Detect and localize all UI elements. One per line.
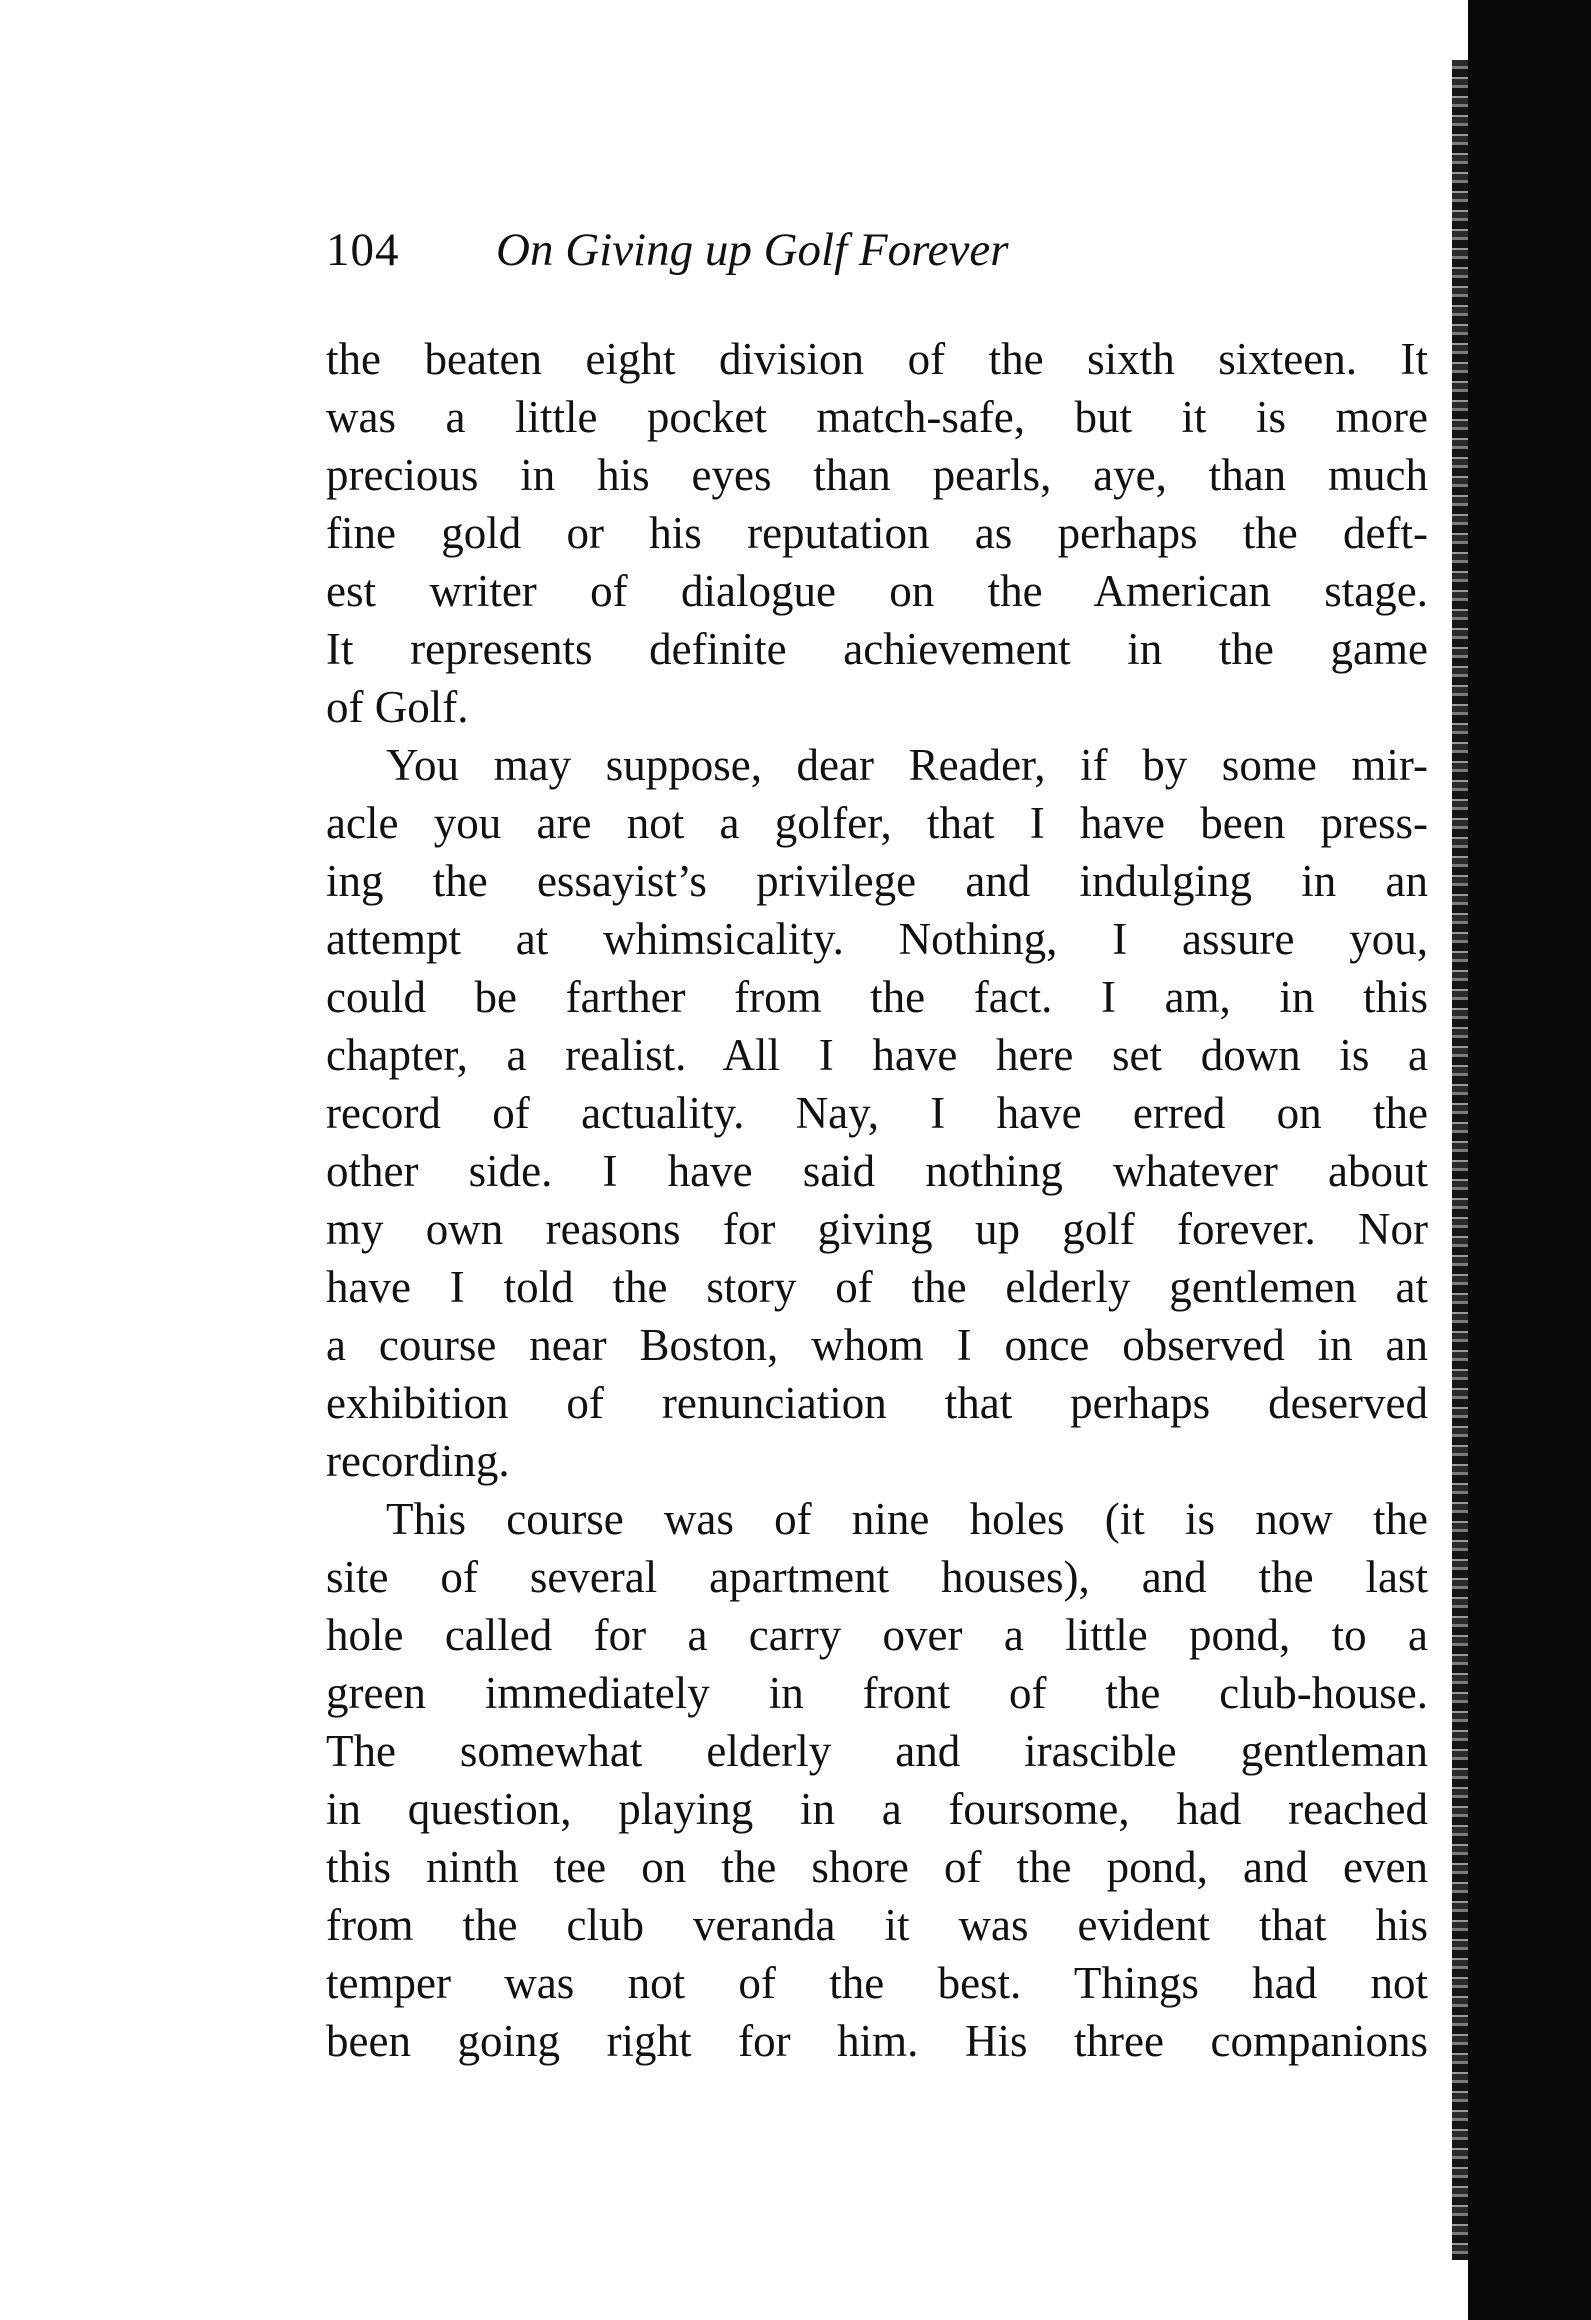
text-line: other side. I have said nothing whatever about xyxy=(326,1146,1428,1196)
text-line: was a little pocket match-safe, but it is more xyxy=(326,392,1428,442)
text-line: exhibition of renunciation that perhaps deserved xyxy=(326,1378,1428,1428)
text-line: recording. xyxy=(326,1436,510,1486)
text-line: a course near Boston, whom I once observed in an xyxy=(326,1320,1428,1370)
text-line: temper was not of the best. Things had not xyxy=(326,1958,1428,2008)
text-line: green immediately in front of the club-house. xyxy=(326,1668,1428,1718)
text-line: in question, playing in a foursome, had reached xyxy=(326,1784,1428,1834)
text-line: acle you are not a golfer, that I have been press- xyxy=(326,798,1428,848)
text-line: from the club veranda it was evident that his xyxy=(326,1900,1428,1950)
scan-edge-shadow xyxy=(1468,0,1591,2320)
text-line: precious in his eyes than pearls, aye, than much xyxy=(326,450,1428,500)
text-line: hole called for a carry over a little pond, to a xyxy=(326,1610,1428,1660)
text-line: This course was of nine holes (it is now the xyxy=(386,1494,1428,1544)
text-line: could be farther from the fact. I am, in this xyxy=(326,972,1428,1022)
text-line: fine gold or his reputation as perhaps the deft- xyxy=(326,508,1428,558)
text-line: chapter, a realist. All I have here set down is a xyxy=(326,1030,1428,1080)
text-line: It represents definite achievement in the game xyxy=(326,624,1428,674)
running-title: On Giving up Golf Forever xyxy=(496,224,1009,276)
page-header xyxy=(326,215,1326,285)
text-line: attempt at whimsicality. Nothing, I assure you, xyxy=(326,914,1428,964)
text-line: est writer of dialogue on the American stage. xyxy=(326,566,1428,616)
text-line: The somewhat elderly and irascible gentleman xyxy=(326,1726,1428,1776)
text-line: have I told the story of the elderly gentlemen at xyxy=(326,1262,1428,1312)
body-text xyxy=(326,330,1428,2070)
text-line: site of several apartment houses), and the last xyxy=(326,1552,1428,1602)
text-line: this ninth tee on the shore of the pond, and even xyxy=(326,1842,1428,1892)
text-line: of Golf. xyxy=(326,682,469,732)
text-line: ing the essayist’s privilege and indulging in an xyxy=(326,856,1428,906)
text-line: record of actuality. Nay, I have erred on the xyxy=(326,1088,1428,1138)
text-line: been going right for him. His three companions xyxy=(326,2016,1428,2066)
text-line: the beaten eight division of the sixth sixteen. It xyxy=(326,334,1428,384)
text-line: my own reasons for giving up golf forever. Nor xyxy=(326,1204,1428,1254)
page-number: 104 xyxy=(326,224,400,276)
text-line: You may suppose, dear Reader, if by some mir- xyxy=(386,740,1428,790)
